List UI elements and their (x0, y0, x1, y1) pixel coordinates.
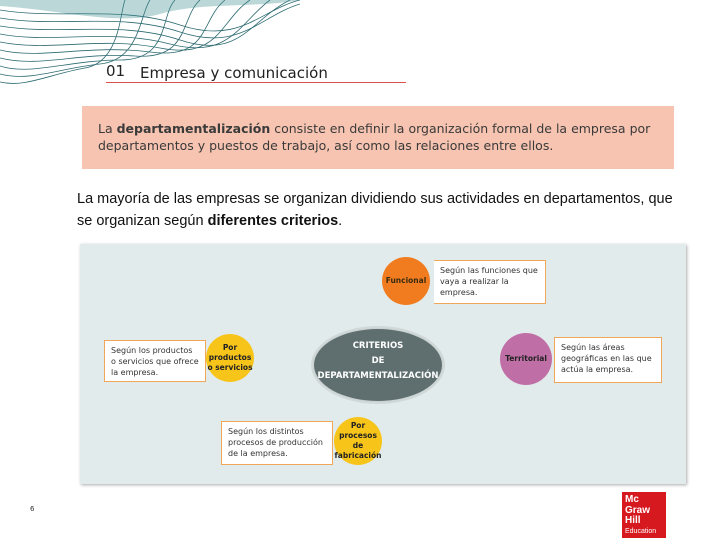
node-procesos: Por procesos de fabricación (334, 417, 382, 465)
page-number: 6 (30, 505, 35, 513)
logo-line-3: Hill (625, 515, 641, 526)
desc-productos: Según los productos o servicios que ofrece la empresa. (104, 340, 206, 382)
definition-text-post: consiste en definir la organización formal de la empresa por departamentos y puestos de trabajo, así como las relaciones entre ellos. (98, 121, 651, 153)
desc-procesos: Según los distintos procesos de producción de la empresa. (221, 421, 333, 465)
node-funcional: Funcional (382, 257, 430, 305)
body-text-emphasis: diferentes criterios (207, 213, 339, 229)
body-text-post: . (338, 213, 343, 229)
desc-funcional: Según las funciones que vaya a realizar la empresa. (434, 260, 546, 304)
center-line-2: DE (371, 356, 385, 366)
chapter-number: 01 (106, 62, 126, 80)
diagram-center-node (313, 328, 443, 402)
definition-term: departamentalización (116, 121, 271, 136)
body-paragraph (77, 188, 677, 232)
node-productos: Por productos o servicios (206, 334, 254, 382)
logo-line-2: Graw (625, 504, 651, 516)
chapter-underline (106, 82, 406, 83)
desc-territorial: Según las áreas geográficas en las que actúa la empresa. (554, 337, 662, 383)
body-text-pre: La mayoría de las empresas se organizan dividiendo sus actividades en departamentos, que se organizan según (77, 191, 673, 229)
logo-line-1: Mc (625, 494, 639, 505)
definition-box (82, 106, 674, 169)
node-territorial: Territorial (500, 333, 552, 385)
chapter-title: Empresa y comunicación (140, 64, 328, 82)
criteria-diagram (80, 244, 686, 484)
mcgraw-hill-logo (622, 492, 666, 538)
definition-text-pre: La (98, 121, 117, 136)
logo-line-4: Education (625, 527, 657, 535)
center-line-1: CRITERIOS (352, 341, 404, 351)
center-line-3: DEPARTAMENTALIZACIÓN (317, 371, 439, 381)
